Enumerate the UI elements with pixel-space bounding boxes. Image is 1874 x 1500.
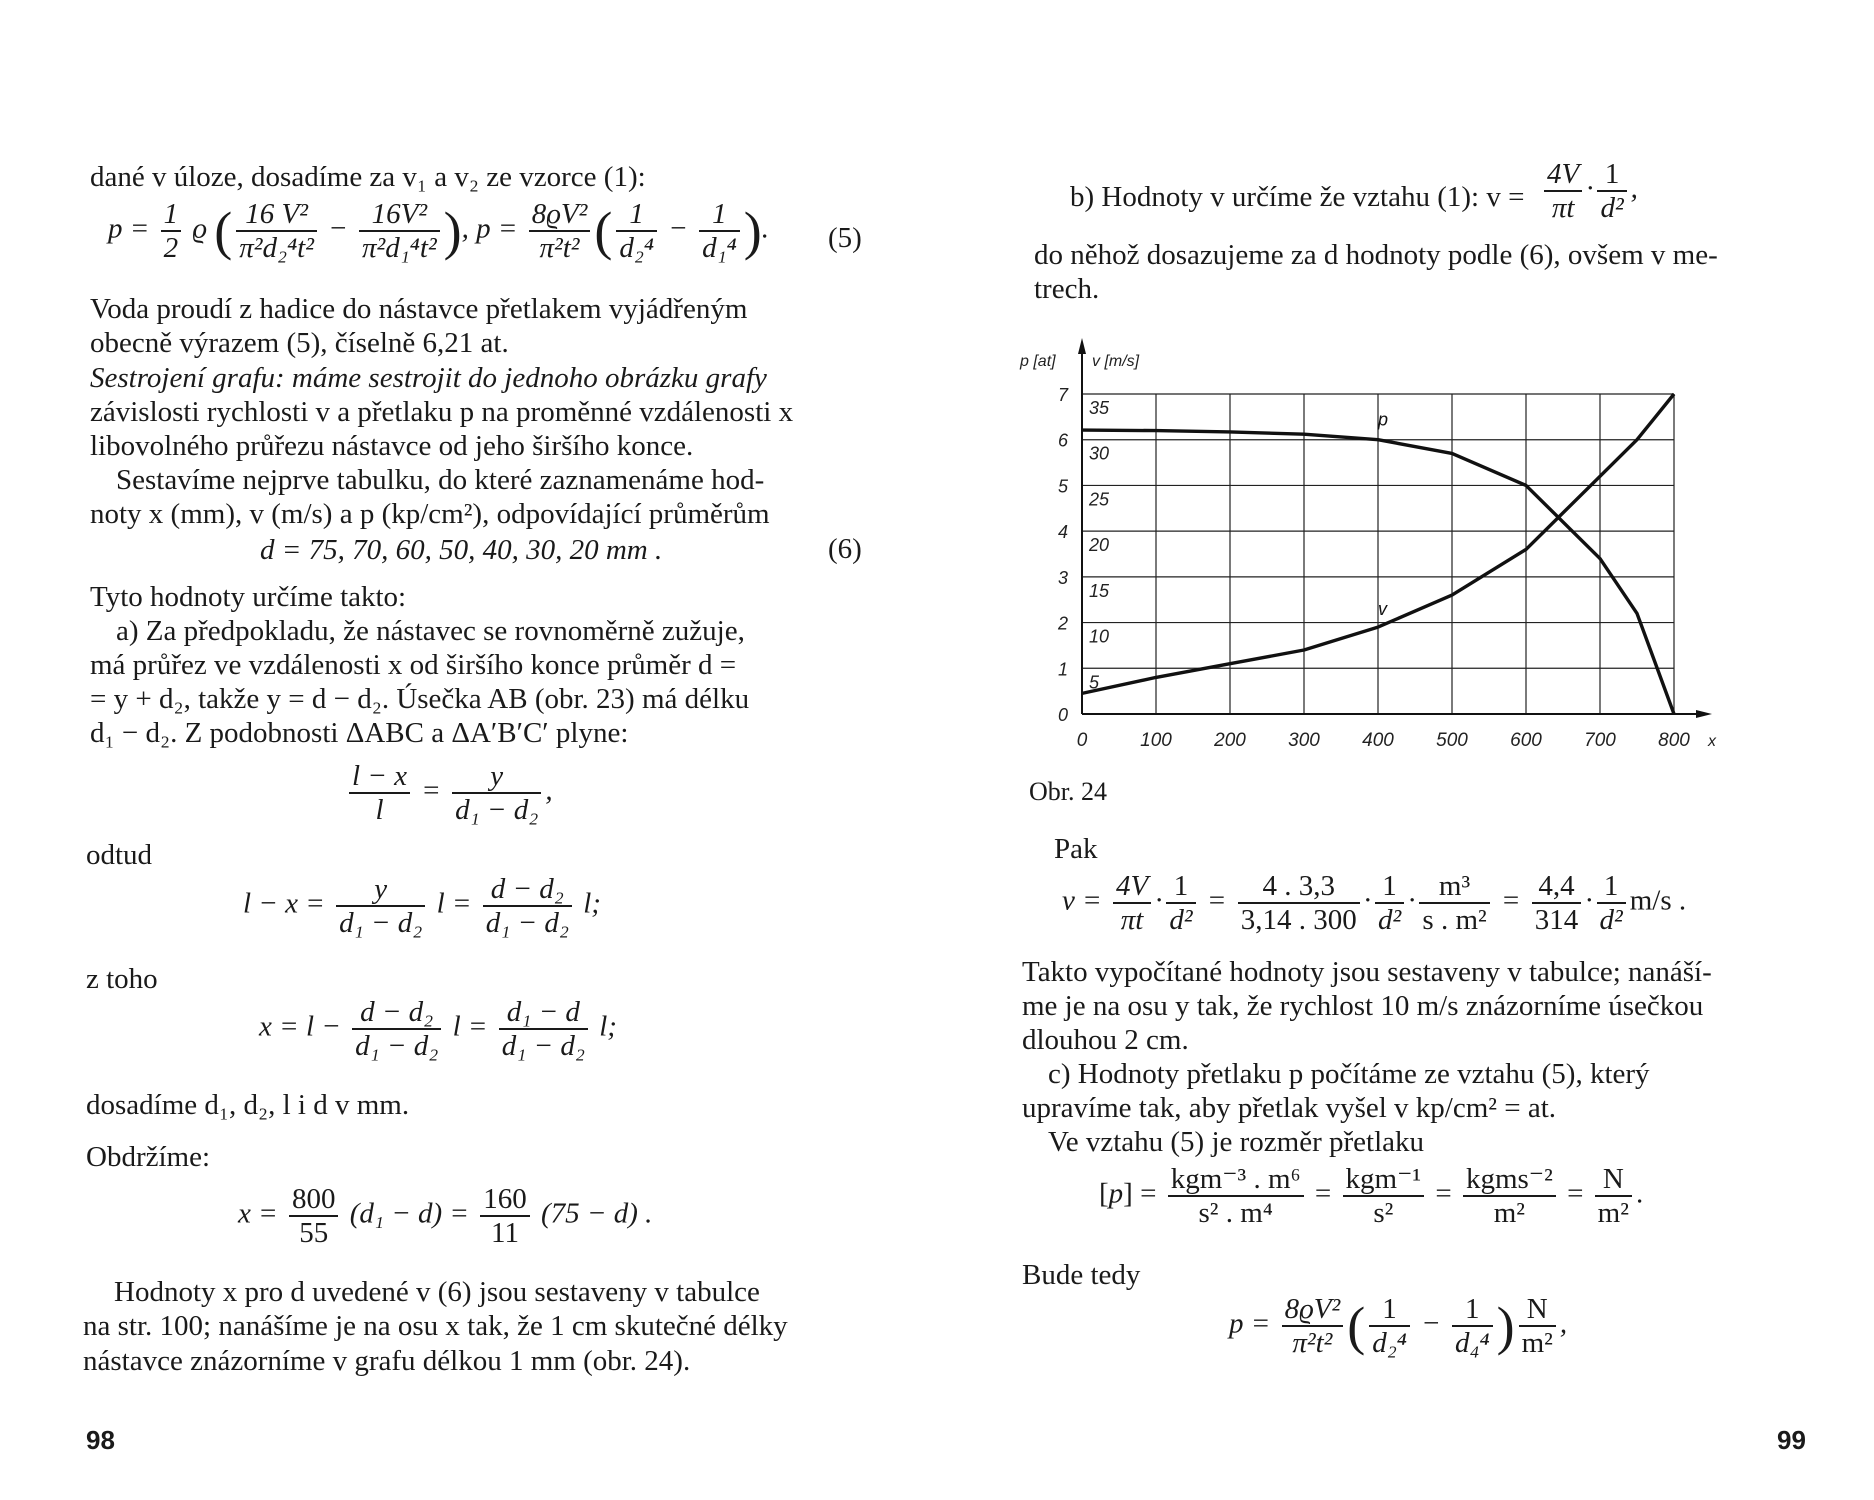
x-axis-label: x: [1708, 733, 1716, 750]
text-line: Tyto hodnoty určíme takto:: [90, 581, 407, 613]
equation-number: (5): [828, 222, 862, 254]
text-line: noty x (mm), v (m/s) a p (kp/cm²), odpovídající průměrům: [90, 498, 770, 530]
text-line: trech.: [1034, 273, 1100, 305]
pressure-velocity-chart: [1020, 322, 1752, 757]
equation-v-numeric: v = $\frac{4V}{\pi t}$ · $\frac{1}{\text{d²}}$ = $\frac{4 . 3,3}{3,14 . 300}$ · $\frac{1}{\text{d²}}$ · $\frac{\text{m³}}{\text{s . m²}}$ = $\frac{4,4}{314}$ · $\frac{1}{\text{d²}}$ m/s .: [1062, 870, 1687, 936]
y-right-tick-label: 20: [1089, 535, 1110, 556]
y-right-axis-label: v [m/s]: [1092, 353, 1140, 370]
text-line: nástavce znázorníme v grafu délkou 1 mm (obr. 24).: [83, 1345, 691, 1377]
equation-x: x = l − $\frac{\text{d − d₂}}{\text{d₁ − d₂}}$ l = $\frac{\text{d₁ − d}}{\text{d₁ − d₂}}$ l;: [259, 996, 617, 1062]
page-number: 99: [1777, 1425, 1806, 1455]
y-left-tick-label: 3: [1057, 567, 1068, 588]
text-line: z toho: [86, 963, 158, 995]
series-p-label: p: [1378, 409, 1389, 430]
equation-p-final: p = $\frac{\text{8ϱV²}}{\text{π²t²}}$ ( $\frac{1}{\text{d₂⁴}}$ − $\frac{1}{\text{d₄⁴}}$ ) $\frac{N}{\text{m²}}$ ,: [1229, 1293, 1568, 1359]
y-right-tick-label: 30: [1089, 443, 1110, 464]
equation-l-minus-x: l − x = $\frac{y}{\text{d₁ − d₂}}$ l = $\frac{\text{d − d₂}}{\text{d₁ − d₂}}$ l;: [243, 873, 601, 939]
text-line: Bude tedy: [1022, 1259, 1141, 1291]
x-tick-label: 600: [1510, 730, 1542, 751]
equation-v-general: $\frac{4V}{\pi t}$ · $\frac{1}{\text{d²}}$ ,: [1540, 158, 1638, 224]
x-axis-arrow: [1696, 710, 1712, 718]
text-line: na str. 100; nanášíme je na osu x tak, že 1 cm skutečné délky: [83, 1310, 788, 1342]
text-line: Takto vypočítané hodnoty jsou sestaveny v tabulce; nanáší-: [1022, 956, 1712, 988]
text-line: Sestavíme nejprve tabulku, do které zaznamenáme hod-: [116, 464, 765, 496]
page-number: 98: [86, 1425, 115, 1455]
text-line: b) Hodnoty v určíme že vztahu (1): v =: [1070, 181, 1525, 213]
y-right-tick-label: 15: [1089, 580, 1110, 601]
x-tick-label: 800: [1658, 730, 1690, 751]
y-axis-arrow: [1078, 338, 1086, 354]
y-left-tick-label: 5: [1057, 476, 1068, 497]
y-left-axis-label: p [at]: [1020, 353, 1056, 370]
equation-number: (6): [828, 533, 862, 565]
y-left-tick-label: 7: [1057, 385, 1068, 405]
text-line: odtud: [86, 839, 153, 871]
series-v-label: v: [1378, 599, 1387, 620]
y-right-tick-label: 35: [1089, 398, 1110, 418]
text-line: a) Za předpokladu, že nástavec se rovnoměrně zužuje,: [116, 615, 745, 647]
y-right-tick-label: 10: [1089, 626, 1110, 647]
x-tick-label: 0: [1076, 730, 1088, 751]
y-left-tick-label: 2: [1057, 613, 1068, 634]
figure-caption: Obr. 24: [1029, 777, 1107, 806]
text-line: Obdržíme:: [86, 1141, 211, 1173]
x-tick-label: 200: [1214, 730, 1246, 751]
x-tick-label: 300: [1288, 730, 1320, 751]
equation-dimension: [p] = $\frac{\text{kgm⁻³ . m⁶}}{\text{s² . m⁴}}$ = $\frac{\text{kgm⁻¹}}{\text{s²}}$ = $\frac{\text{kgms⁻²}}{\text{m²}}$ = $\frac{N}{\text{m²}}$ .: [1099, 1163, 1644, 1229]
text-line: d₁ − d₂. Z podobnosti ΔABC a ΔA′B′C′ plyne:: [90, 717, 629, 749]
x-tick-label: 500: [1436, 730, 1468, 751]
text-line: obecně výrazem (5), číselně 6,21 at.: [90, 327, 509, 359]
text-line: upravíme tak, aby přetlak vyšel v kp/cm² = at.: [1022, 1092, 1557, 1124]
y-right-tick-label: 5: [1089, 672, 1100, 693]
text-line: me je na osu y tak, že rychlost 10 m/s znázorníme úsečkou: [1022, 990, 1704, 1022]
y-right-tick-label: 25: [1089, 489, 1110, 510]
text-line: Sestrojení grafu: máme sestrojit do jednoho obrázku grafy: [90, 362, 767, 394]
text-line: dané v úloze, dosadíme za v₁ a v₂ ze vzorce (1):: [90, 161, 646, 193]
text-line: Ve vztahu (5) je rozměr přetlaku: [1048, 1126, 1425, 1158]
text-line: d = 75, 70, 60, 50, 40, 30, 20 mm .: [260, 534, 663, 566]
x-tick-label: 400: [1362, 730, 1394, 751]
x-tick-label: 100: [1140, 730, 1172, 751]
x-tick-label: 700: [1584, 730, 1616, 751]
y-left-tick-label: 6: [1057, 430, 1068, 451]
y-left-tick-label: 4: [1057, 522, 1068, 543]
text-line: libovolného průřezu nástavce od jeho širšího konce.: [90, 430, 694, 462]
right-page: [937, 0, 1874, 1500]
text-line: do něhož dosazujeme za d hodnoty podle (6), ovšem v me-: [1034, 239, 1718, 271]
text-line: Voda proudí z hadice do nástavce přetlakem vyjádřeným: [90, 293, 748, 325]
text-line: dosadíme d₁, d₂, l i d v mm.: [86, 1089, 410, 1121]
text-line: dlouhou 2 cm.: [1022, 1024, 1189, 1056]
text-line: má průřez ve vzdálenosti x od širšího konce průměr d =: [90, 649, 737, 681]
text-line: závislosti rychlosti v a přetlaku p na proměnné vzdálenosti x: [90, 396, 794, 428]
text-line: = y + d₂, takže y = d − d₂. Úsečka AB (obr. 23) má délku: [90, 683, 750, 715]
equation-5: p = $\frac{1}{2}$ ϱ ( $\frac{\text{16 V²}}{\text{π²d₂⁴t²}}$ − $\frac{\text{16V²}}{\text{π²d₁⁴t²}}$ ), p = $\frac{\text{8ϱV²}}{\text{π²t²}}$ ( $\frac{1}{\text{d₂⁴}}$ − $\frac{1}{\text{d₁⁴}}$ ).: [108, 198, 769, 264]
text-line: Hodnoty x pro d uvedené v (6) jsou sestaveny v tabulce: [114, 1276, 760, 1308]
y-left-tick-label: 1: [1057, 659, 1068, 680]
text-line: Pak: [1054, 833, 1098, 865]
equation-similarity: $\frac{l - x}{l}$ = $\frac{y}{\text{d₁ − d₂}}$ ,: [345, 760, 553, 826]
equation-x-numeric: x = $\frac{800}{55}$ (d₁ − d) = $\frac{160}{11}$ (75 − d) .: [238, 1183, 653, 1249]
text-line: c) Hodnoty přetlaku p počítáme ze vztahu (5), který: [1048, 1058, 1650, 1090]
y-left-tick-label: 0: [1057, 705, 1068, 725]
